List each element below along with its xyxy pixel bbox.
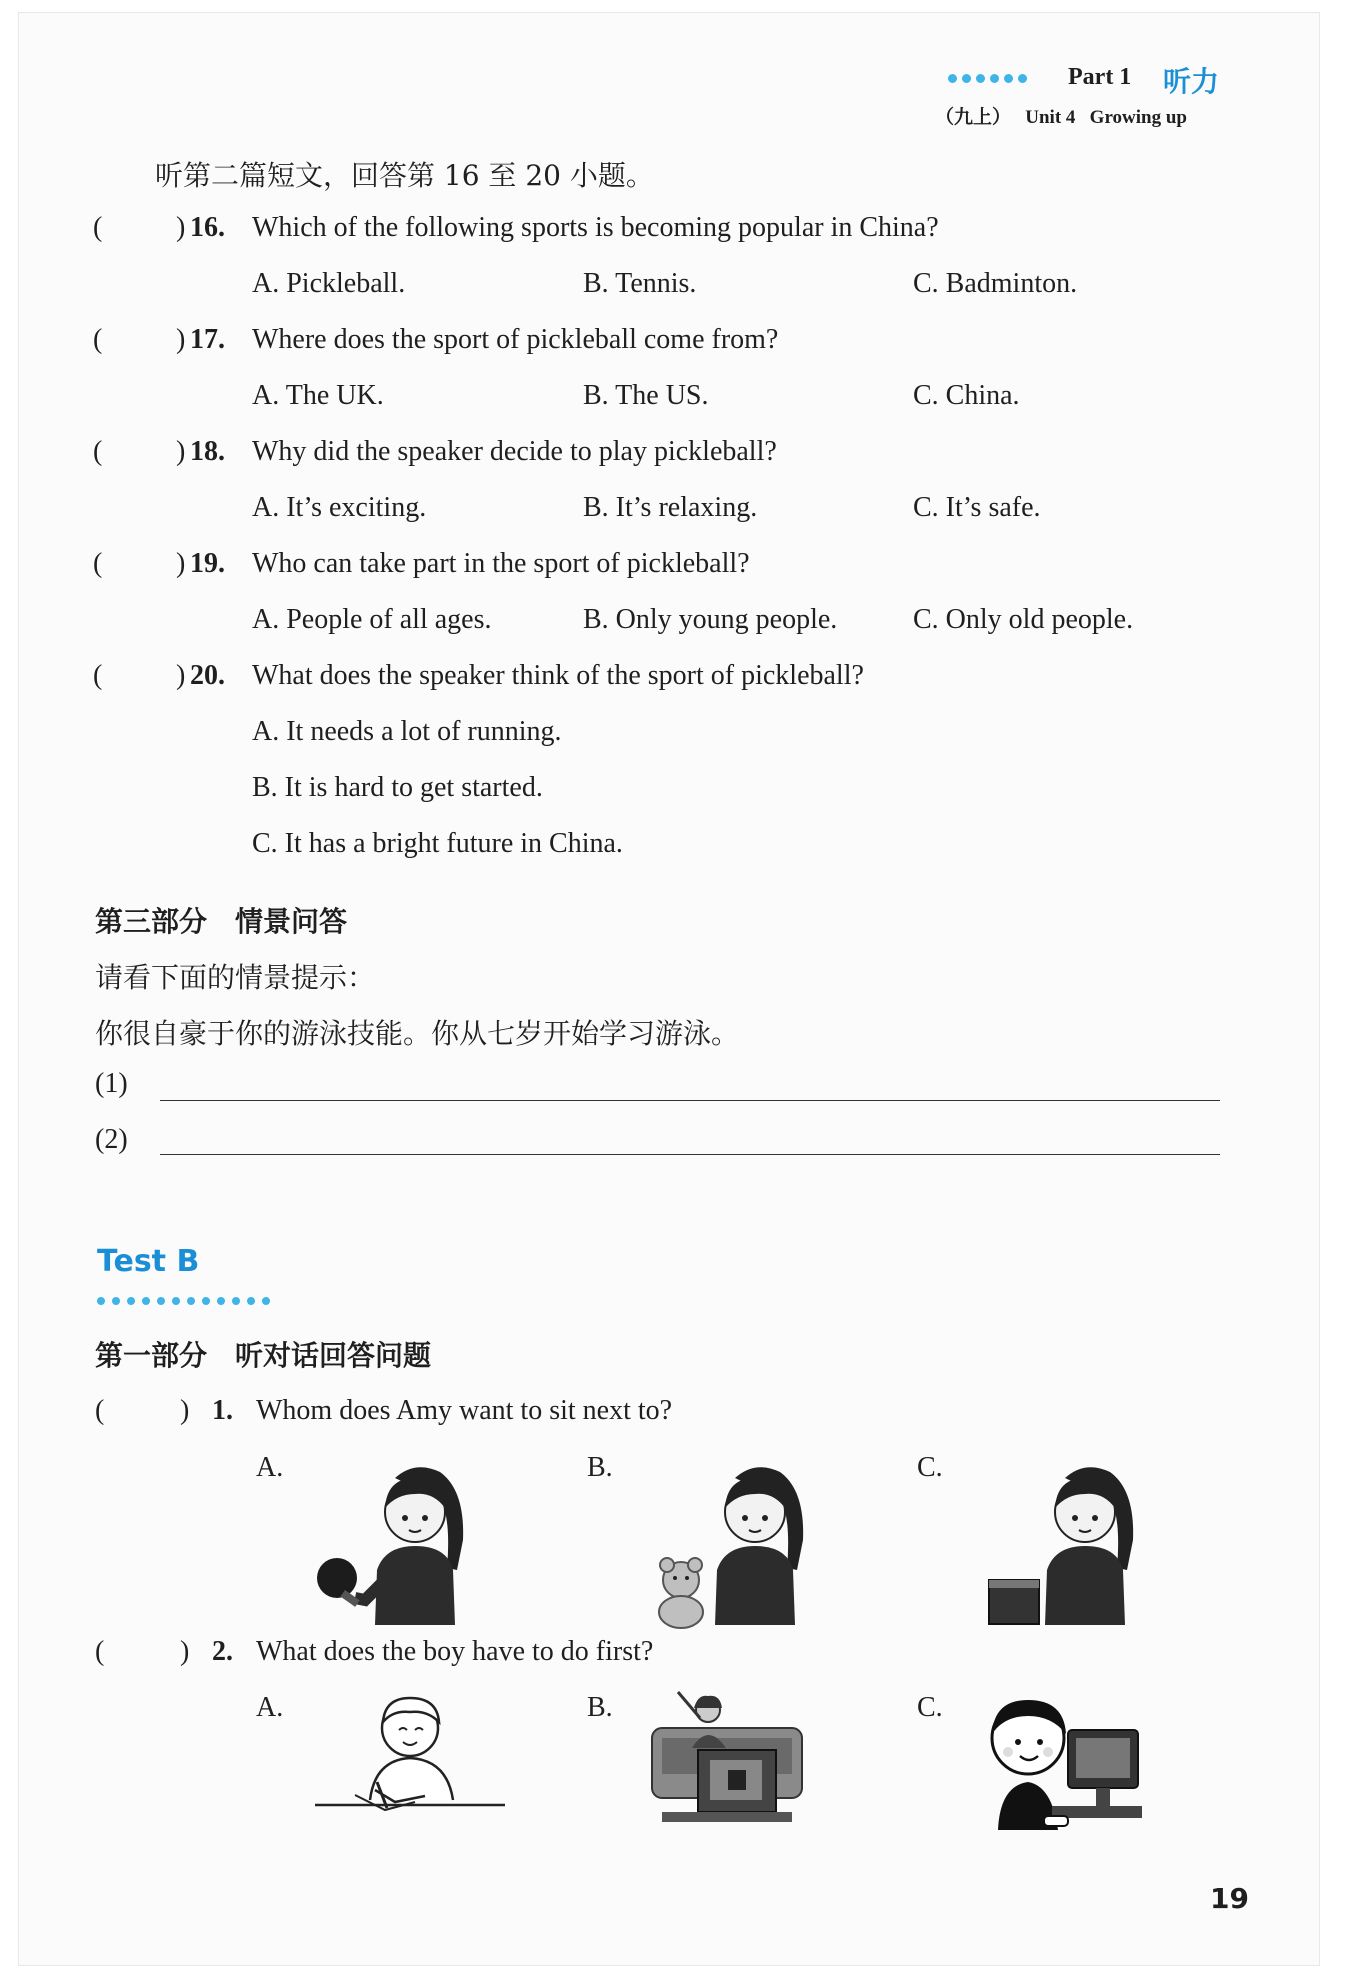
option-b: B. Only young people. <box>583 604 838 635</box>
question-text: What does the speaker think of the sport of pickleball? <box>252 660 864 691</box>
option-c: C. China. <box>913 380 1020 411</box>
blank-label-2: (2) <box>95 1124 128 1155</box>
answer-paren-open[interactable]: ( <box>95 1395 105 1426</box>
section-title-part3: 第三部分 情景问答 <box>95 905 348 938</box>
header-part: Part 1 <box>1068 64 1132 90</box>
question-number: 19. <box>190 548 225 579</box>
header-unit: Unit 4 <box>1025 107 1076 128</box>
answer-paren-close: ) <box>176 660 186 691</box>
answer-paren-close: ) <box>176 324 186 355</box>
test-b-title: Test B <box>97 1244 200 1279</box>
answer-paren-open[interactable]: ( <box>93 660 103 691</box>
option-b: B. It is hard to get started. <box>252 772 543 803</box>
question-number: 20. <box>190 660 225 691</box>
answer-paren-open[interactable]: ( <box>93 436 103 467</box>
option-b: B. The US. <box>583 380 709 411</box>
situation-text: 你很自豪于你的游泳技能。你从七岁开始学习游泳。 <box>95 1017 740 1050</box>
answer-paren-open[interactable]: ( <box>93 324 103 355</box>
option-a: A. It’s exciting. <box>252 492 427 523</box>
question-text: Which of the following sports is becoming popular in China? <box>252 212 939 243</box>
header-unit-title: Growing up <box>1089 107 1187 128</box>
answer-paren-open[interactable]: ( <box>95 1636 105 1667</box>
answer-paren-open[interactable]: ( <box>93 212 103 243</box>
section-title-part1: 第一部分 听对话回答问题 <box>95 1339 432 1372</box>
answer-line-1[interactable] <box>160 1100 1220 1101</box>
option-c-label: C. <box>917 1452 943 1483</box>
question-number: 1. <box>212 1395 233 1426</box>
question-number: 16. <box>190 212 225 243</box>
option-c: C. Badminton. <box>913 268 1078 299</box>
blank-label-1: (1) <box>95 1068 128 1099</box>
question-text: Who can take part in the sport of pickleball? <box>252 548 750 579</box>
boy-writing-picture[interactable] <box>315 1690 505 1820</box>
girl-with-book-picture[interactable] <box>975 1450 1155 1630</box>
option-b-label: B. <box>587 1452 613 1483</box>
boy-using-computer-picture[interactable] <box>978 1690 1148 1840</box>
option-b: B. Tennis. <box>583 268 697 299</box>
answer-paren-close: ) <box>176 436 186 467</box>
answer-paren-close: ) <box>176 548 186 579</box>
option-c: C. It has a bright future in China. <box>252 828 623 859</box>
answer-line-2[interactable] <box>160 1154 1220 1155</box>
question-number: 18. <box>190 436 225 467</box>
option-c-label: C. <box>917 1692 943 1723</box>
option-a-label: A. <box>256 1452 284 1483</box>
option-c: C. Only old people. <box>913 604 1134 635</box>
question-text: What does the boy have to do first? <box>256 1636 654 1667</box>
passage-intro: 听第二篇短文，回答第 16 至 20 小题。 <box>155 159 654 192</box>
option-a: A. It needs a lot of running. <box>252 716 562 747</box>
header-section-cn: 听力 <box>1163 65 1220 98</box>
question-number: 17. <box>190 324 225 355</box>
answer-paren-open[interactable]: ( <box>93 548 103 579</box>
header-dots <box>948 68 1032 87</box>
header-grade: （九上） <box>935 107 1012 128</box>
answer-paren-close: ) <box>180 1395 190 1426</box>
option-a: A. The UK. <box>252 380 384 411</box>
question-text: Whom does Amy want to sit next to? <box>256 1395 673 1426</box>
page-number: 19 <box>1210 1882 1249 1915</box>
option-a: A. Pickleball. <box>252 268 406 299</box>
question-text: Why did the speaker decide to play pickleball? <box>252 436 777 467</box>
question-number: 2. <box>212 1636 233 1667</box>
option-a: A. People of all ages. <box>252 604 492 635</box>
option-b-label: B. <box>587 1692 613 1723</box>
option-b: B. It’s relaxing. <box>583 492 758 523</box>
question-text: Where does the sport of pickleball come from? <box>252 324 779 355</box>
test-b-underline-dots <box>97 1290 277 1309</box>
option-a-label: A. <box>256 1692 284 1723</box>
girl-with-teddy-picture[interactable] <box>645 1450 825 1630</box>
girl-with-paddle-picture[interactable] <box>315 1450 495 1630</box>
header-unit-line <box>935 102 1187 129</box>
option-c: C. It’s safe. <box>913 492 1041 523</box>
situation-prompt: 请看下面的情景提示： <box>95 961 376 994</box>
answer-paren-close: ) <box>176 212 186 243</box>
answer-paren-close: ) <box>180 1636 190 1667</box>
boy-watching-tv-picture[interactable] <box>648 1688 818 1838</box>
